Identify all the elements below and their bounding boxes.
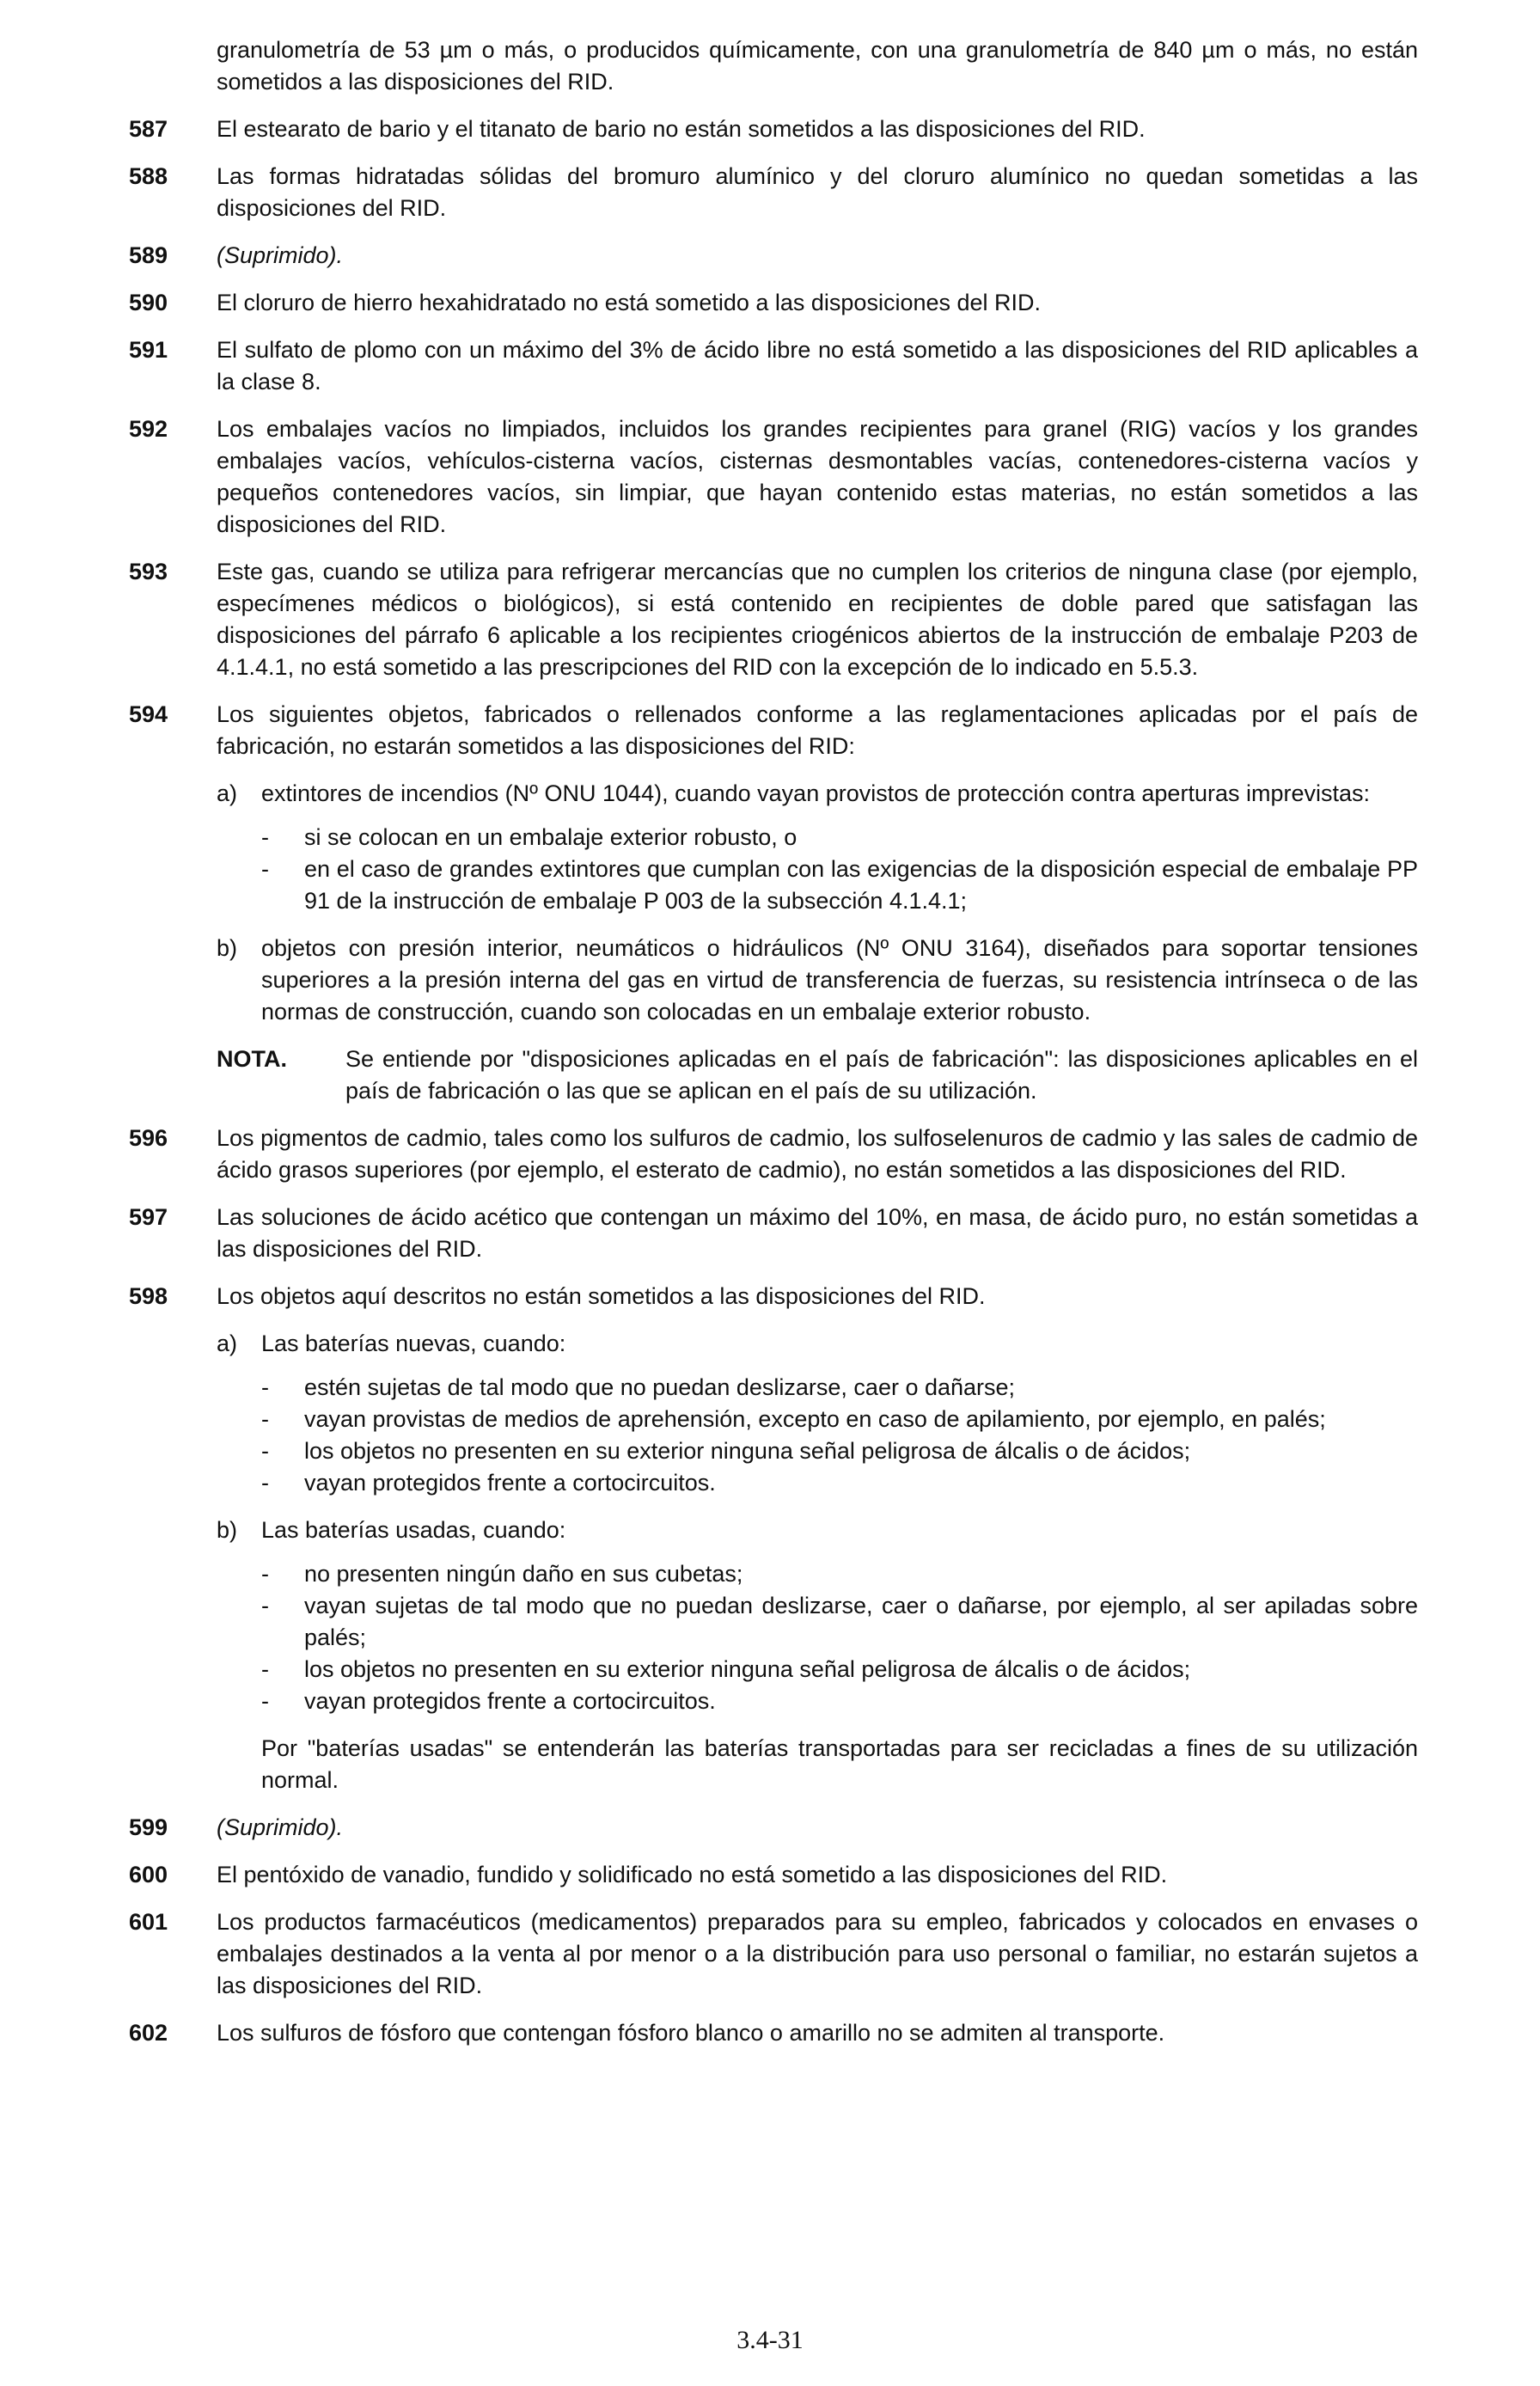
list-item [261,1558,1418,1590]
list-item [261,1372,1418,1404]
entry-text: El pentóxido de vanadio, fundido y solidificado no está sometido a las disposiciones del RID. [217,1862,1168,1887]
entry-number: 599 [129,1814,168,1840]
note-text: Se entiende por "disposiciones aplicadas en el país de fabricación": las disposiciones aplicables en el país de fabricación o las que se aplican en el país de su utilización. [345,1046,1418,1104]
item-a [217,1328,1418,1360]
item-label: b) [217,935,238,961]
entry-602 [129,2017,1418,2049]
entry-number: 592 [129,416,168,442]
entry-number: 602 [129,2020,168,2046]
dash-bullet: - [261,1406,269,1432]
entry-number: 598 [129,1283,168,1309]
entry-intro: Los siguientes objetos, fabricados o rellenados conforme a las reglamentaciones aplicadas por el país de fabricación, no estarán sometidos a las disposiciones del RID: [217,701,1418,759]
dash-bullet: - [261,824,269,850]
item-text: Las baterías nuevas, cuando: [261,1331,566,1356]
entry-text: Las soluciones de ácido acético que contengan un máximo del 10%, en masa, de ácido puro, no están sometidas a las disposiciones del RID. [217,1204,1418,1262]
list-item-text: si se colocan en un embalaje exterior robusto, o [304,824,798,850]
entry-number: 596 [129,1125,168,1151]
item-b [217,933,1418,1028]
list-item [261,1435,1418,1467]
entry-number: 588 [129,163,168,189]
list-item-text: estén sujetas de tal modo que no puedan deslizarse, caer o dañarse; [304,1374,1016,1400]
note [217,1043,1418,1107]
list-item [261,1685,1418,1717]
entry-593 [129,556,1418,683]
dash-bullet: - [261,1438,269,1464]
dash-bullet: - [261,1656,269,1682]
entry-591 [129,334,1418,398]
dash-bullet: - [261,856,269,882]
entry-text: Los pigmentos de cadmio, tales como los sulfuros de cadmio, los sulfoselenuros de cadmio y las sales de cadmio de ácido grasos superiores (por ejemplo, el esterato de cadmio), no están sometidos a las disposiciones del RID. [217,1125,1418,1183]
entry-text: Las formas hidratadas sólidas del bromuro alumínico y del cloruro alumínico no quedan sometidas a las disposiciones del RID. [217,163,1418,221]
entry-number: 593 [129,559,168,584]
item-label: a) [217,780,238,806]
list-item-text: vayan protegidos frente a cortocircuitos. [304,1688,716,1714]
entry-text: El estearato de bario y el titanato de bario no están sometidos a las disposiciones del RID. [217,116,1146,142]
item-label: b) [217,1517,238,1543]
entry-body [217,1281,1418,1796]
list-item-text: los objetos no presenten en su exterior ninguna señal peligrosa de álcalis o de ácidos; [304,1656,1191,1682]
entry-599 [129,1812,1418,1844]
dash-list [261,1372,1418,1499]
entry-number: 591 [129,337,168,363]
entry-text: El cloruro de hierro hexahidratado no está sometido a las disposiciones del RID. [217,290,1042,315]
list-item [261,853,1418,917]
dash-bullet: - [261,1470,269,1496]
continuation-text: granulometría de 53 µm o más, o producidos químicamente, con una granulometría de 840 µm o más, no están sometidos a las disposiciones del RID. [217,37,1418,95]
closing-paragraph: Por "baterías usadas" se entenderán las baterías transportadas para ser recicladas a fines de su utilización normal. [261,1735,1418,1793]
entry-body [217,699,1418,1107]
item-label: a) [217,1331,238,1356]
entry-number: 594 [129,701,168,727]
page-number: 3.4-31 [736,2326,804,2354]
list-item-text: vayan provistas de medios de aprehensión, excepto en caso de apilamiento, por ejemplo, en palés; [304,1406,1326,1432]
list-item-text: vayan sujetas de tal modo que no puedan deslizarse, caer o dañarse, por ejemplo, al ser apiladas sobre palés; [304,1593,1418,1650]
entry-text: Los sulfuros de fósforo que contengan fósforo blanco o amarillo no se admiten al transporte. [217,2020,1165,2046]
entry-number: 590 [129,290,168,315]
entry-598 [129,1281,1418,1796]
dash-bullet: - [261,1688,269,1714]
dash-list [261,822,1418,917]
entry-text: Los embalajes vacíos no limpiados, incluidos los grandes recipientes para granel (RIG) vacíos y los grandes embalajes vacíos, vehículos-cisterna vacíos, cisternas desmontables vacías, contenedores-cisterna vacíos y pequeños contenedores vacíos, sin limpiar, que hayan contenido estas materias, no están sometidos a las disposiciones del RID. [217,416,1418,537]
entry-592 [129,413,1418,541]
entry-intro: Los objetos aquí descritos no están sometidos a las disposiciones del RID. [217,1283,986,1309]
entry-number: 589 [129,242,168,268]
entry-number: 597 [129,1204,168,1230]
entry-590 [129,287,1418,319]
entry-number: 600 [129,1862,168,1887]
entry-number: 601 [129,1909,168,1935]
document-content [129,34,1418,2065]
item-text: objetos con presión interior, neumáticos o hidráulicos (Nº ONU 3164), diseñados para soportar tensiones superiores a la presión interna del gas en virtud de transferencia de fuerzas, su resistencia intrínseca o de las normas de construcción, cuando son colocadas en un embalaje exterior robusto. [261,935,1418,1025]
entry-600 [129,1859,1418,1891]
dash-bullet: - [261,1561,269,1587]
entry-text: Este gas, cuando se utiliza para refrigerar mercancías que no cumplen los criterios de ninguna clase (por ejemplo, especímenes médicos o biológicos), si está contenido en recipientes de doble pared que satisfagan las disposiciones del párrafo 6 aplicable a los recipientes criogénicos abiertos de la instrucción de embalaje P203 de 4.1.4.1, no está sometido a las prescripciones del RID con la excepción de lo indicado en 5.5.3. [217,559,1418,680]
entry-number: 587 [129,116,168,142]
list-item [261,1467,1418,1499]
list-item [261,822,1418,853]
item-a [217,778,1418,810]
item-text: extintores de incendios (Nº ONU 1044), cuando vayan provistos de protección contra aperturas imprevistas: [261,780,1371,806]
entry-588 [129,161,1418,224]
entry-589 [129,240,1418,272]
list-item-text: no presenten ningún daño en sus cubetas; [304,1561,743,1587]
list-item-text: vayan protegidos frente a cortocircuitos. [304,1470,716,1496]
list-item-text: en el caso de grandes extintores que cumplan con las exigencias de la disposición especial de embalaje PP 91 de la instrucción de embalaje P 003 de la subsección 4.1.4.1; [304,856,1418,914]
entry-594 [129,699,1418,1107]
note-label: NOTA. [217,1046,287,1072]
entry-601 [129,1906,1418,2002]
entry-text: (Suprimido). [217,242,344,268]
entry-596 [129,1123,1418,1186]
list-item [261,1404,1418,1435]
dash-bullet: - [261,1374,269,1400]
item-text: Las baterías usadas, cuando: [261,1517,566,1543]
entry-text: El sulfato de plomo con un máximo del 3% de ácido libre no está sometido a las disposiciones del RID aplicables a la clase 8. [217,337,1418,395]
item-b [217,1514,1418,1546]
list-item [261,1590,1418,1654]
entry-597 [129,1202,1418,1265]
list-item-text: los objetos no presenten en su exterior ninguna señal peligrosa de álcalis o de ácidos; [304,1438,1191,1464]
list-item [261,1654,1418,1685]
entry-587 [129,113,1418,145]
entry-text: (Suprimido). [217,1814,344,1840]
dash-bullet: - [261,1593,269,1618]
dash-list [261,1558,1418,1717]
entry-text: Los productos farmacéuticos (medicamentos) preparados para su empleo, fabricados y colocados en envases o embalajes destinados a la venta al por menor o a la distribución para uso personal o familiar, no estarán sujetos a las disposiciones del RID. [217,1909,1418,1998]
